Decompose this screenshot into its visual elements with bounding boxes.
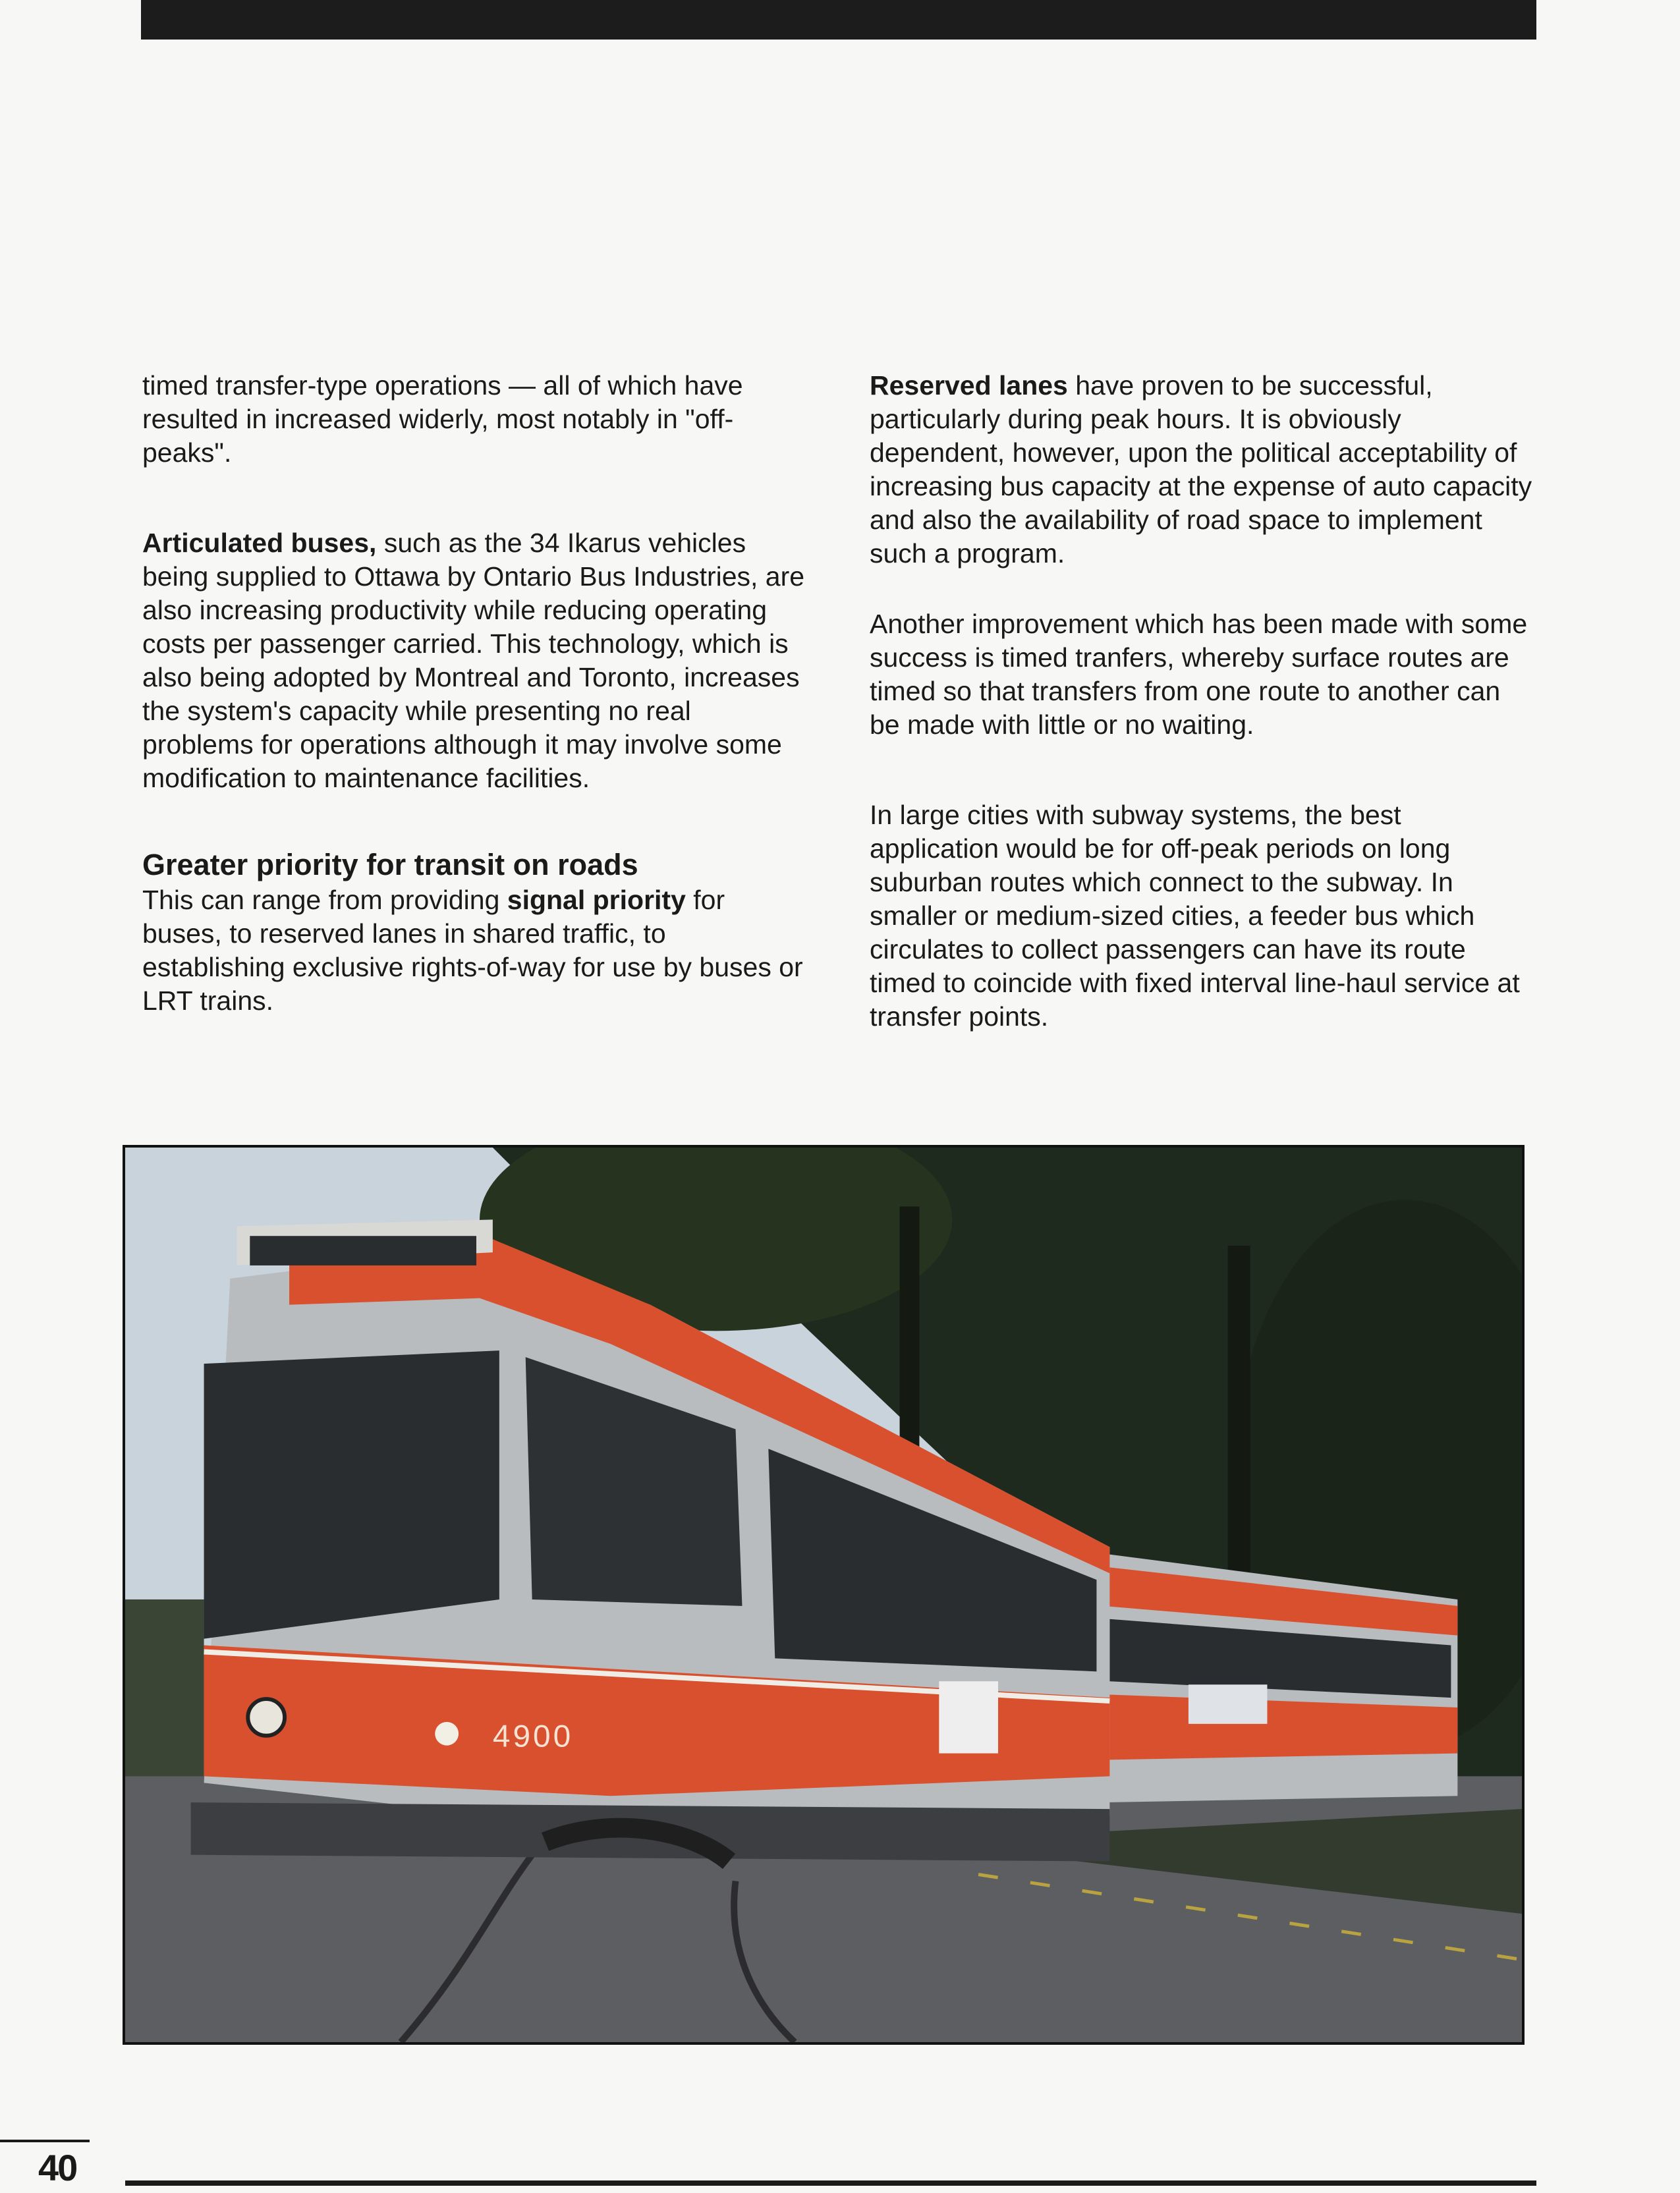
- distant-trees: [125, 1599, 204, 1796]
- streetcar-illustration: [125, 1148, 1522, 2042]
- rear-advertisement-panel: [1189, 1684, 1268, 1724]
- top-header-bar: [141, 0, 1536, 40]
- advertisement-panel: [939, 1681, 998, 1753]
- destination-sign: [250, 1236, 476, 1265]
- left-column: [142, 369, 808, 1018]
- left-paragraph-3-start: This can range from providing: [142, 885, 507, 915]
- footer-rule: [125, 2180, 1536, 2186]
- left-paragraph-2: [142, 526, 808, 795]
- section-heading: Greater priority for transit on roads: [142, 848, 638, 881]
- articulated-buses-term: Articulated buses,: [142, 528, 377, 558]
- left-paragraph-2-text: such as the 34 Ikarus vehicles being supplied to Ottawa by Ontario Bus Industries, are also increasing productivity while reducing operating costs per passenger carried. This technology, which is also being adopted by Montreal and Toronto, increases the system's capacity while presenting no real problems for operations although it may involve some modification to maintenance facilities.: [142, 528, 805, 793]
- front-windshield: [204, 1350, 499, 1638]
- streetcar-photo: [123, 1145, 1525, 2045]
- left-paragraph-3: [142, 883, 808, 1018]
- right-paragraph-1-text: have proven to be successful, particularly during peak hours. It is obviously dependent, however, upon the political acceptability of increasing bus capacity at the expense of auto capacity and also the availability of road space to implement such a program.: [870, 370, 1532, 569]
- marker-light-icon: [435, 1722, 459, 1746]
- left-paragraph-1: timed transfer-type operations — all of which have resulted in increased widerly, most notably in "off-peaks".: [142, 370, 743, 468]
- page-number-rule: [0, 2140, 90, 2142]
- vehicle-number: 4900: [492, 1719, 574, 1754]
- right-paragraph-3: In large cities with subway systems, the best application would be for off-peak periods on long suburban routes which connect to the subway. In smaller or medium-sized cities, a feeder bus which circulates to collect passengers can have its route timed to coincide with fixed interval line-haul service at transfer points.: [870, 800, 1520, 1032]
- signal-priority-term: signal priority: [507, 885, 686, 915]
- reserved-lanes-term: Reserved lanes: [870, 370, 1068, 401]
- right-column: [870, 369, 1535, 1034]
- right-paragraph-2: Another improvement which has been made with some success is timed tranfers, whereby surface routes are timed so that transfers from one route to another can be made with little or no waiting.: [870, 609, 1528, 740]
- headlight-icon: [248, 1699, 285, 1736]
- page-number: 40: [38, 2147, 77, 2188]
- right-paragraph-1: [870, 369, 1535, 570]
- left-paragraph-3-rest: for buses, to reserved lanes in shared traffic, to establishing exclusive rights-of-way for use by buses or LRT trains.: [142, 885, 803, 1016]
